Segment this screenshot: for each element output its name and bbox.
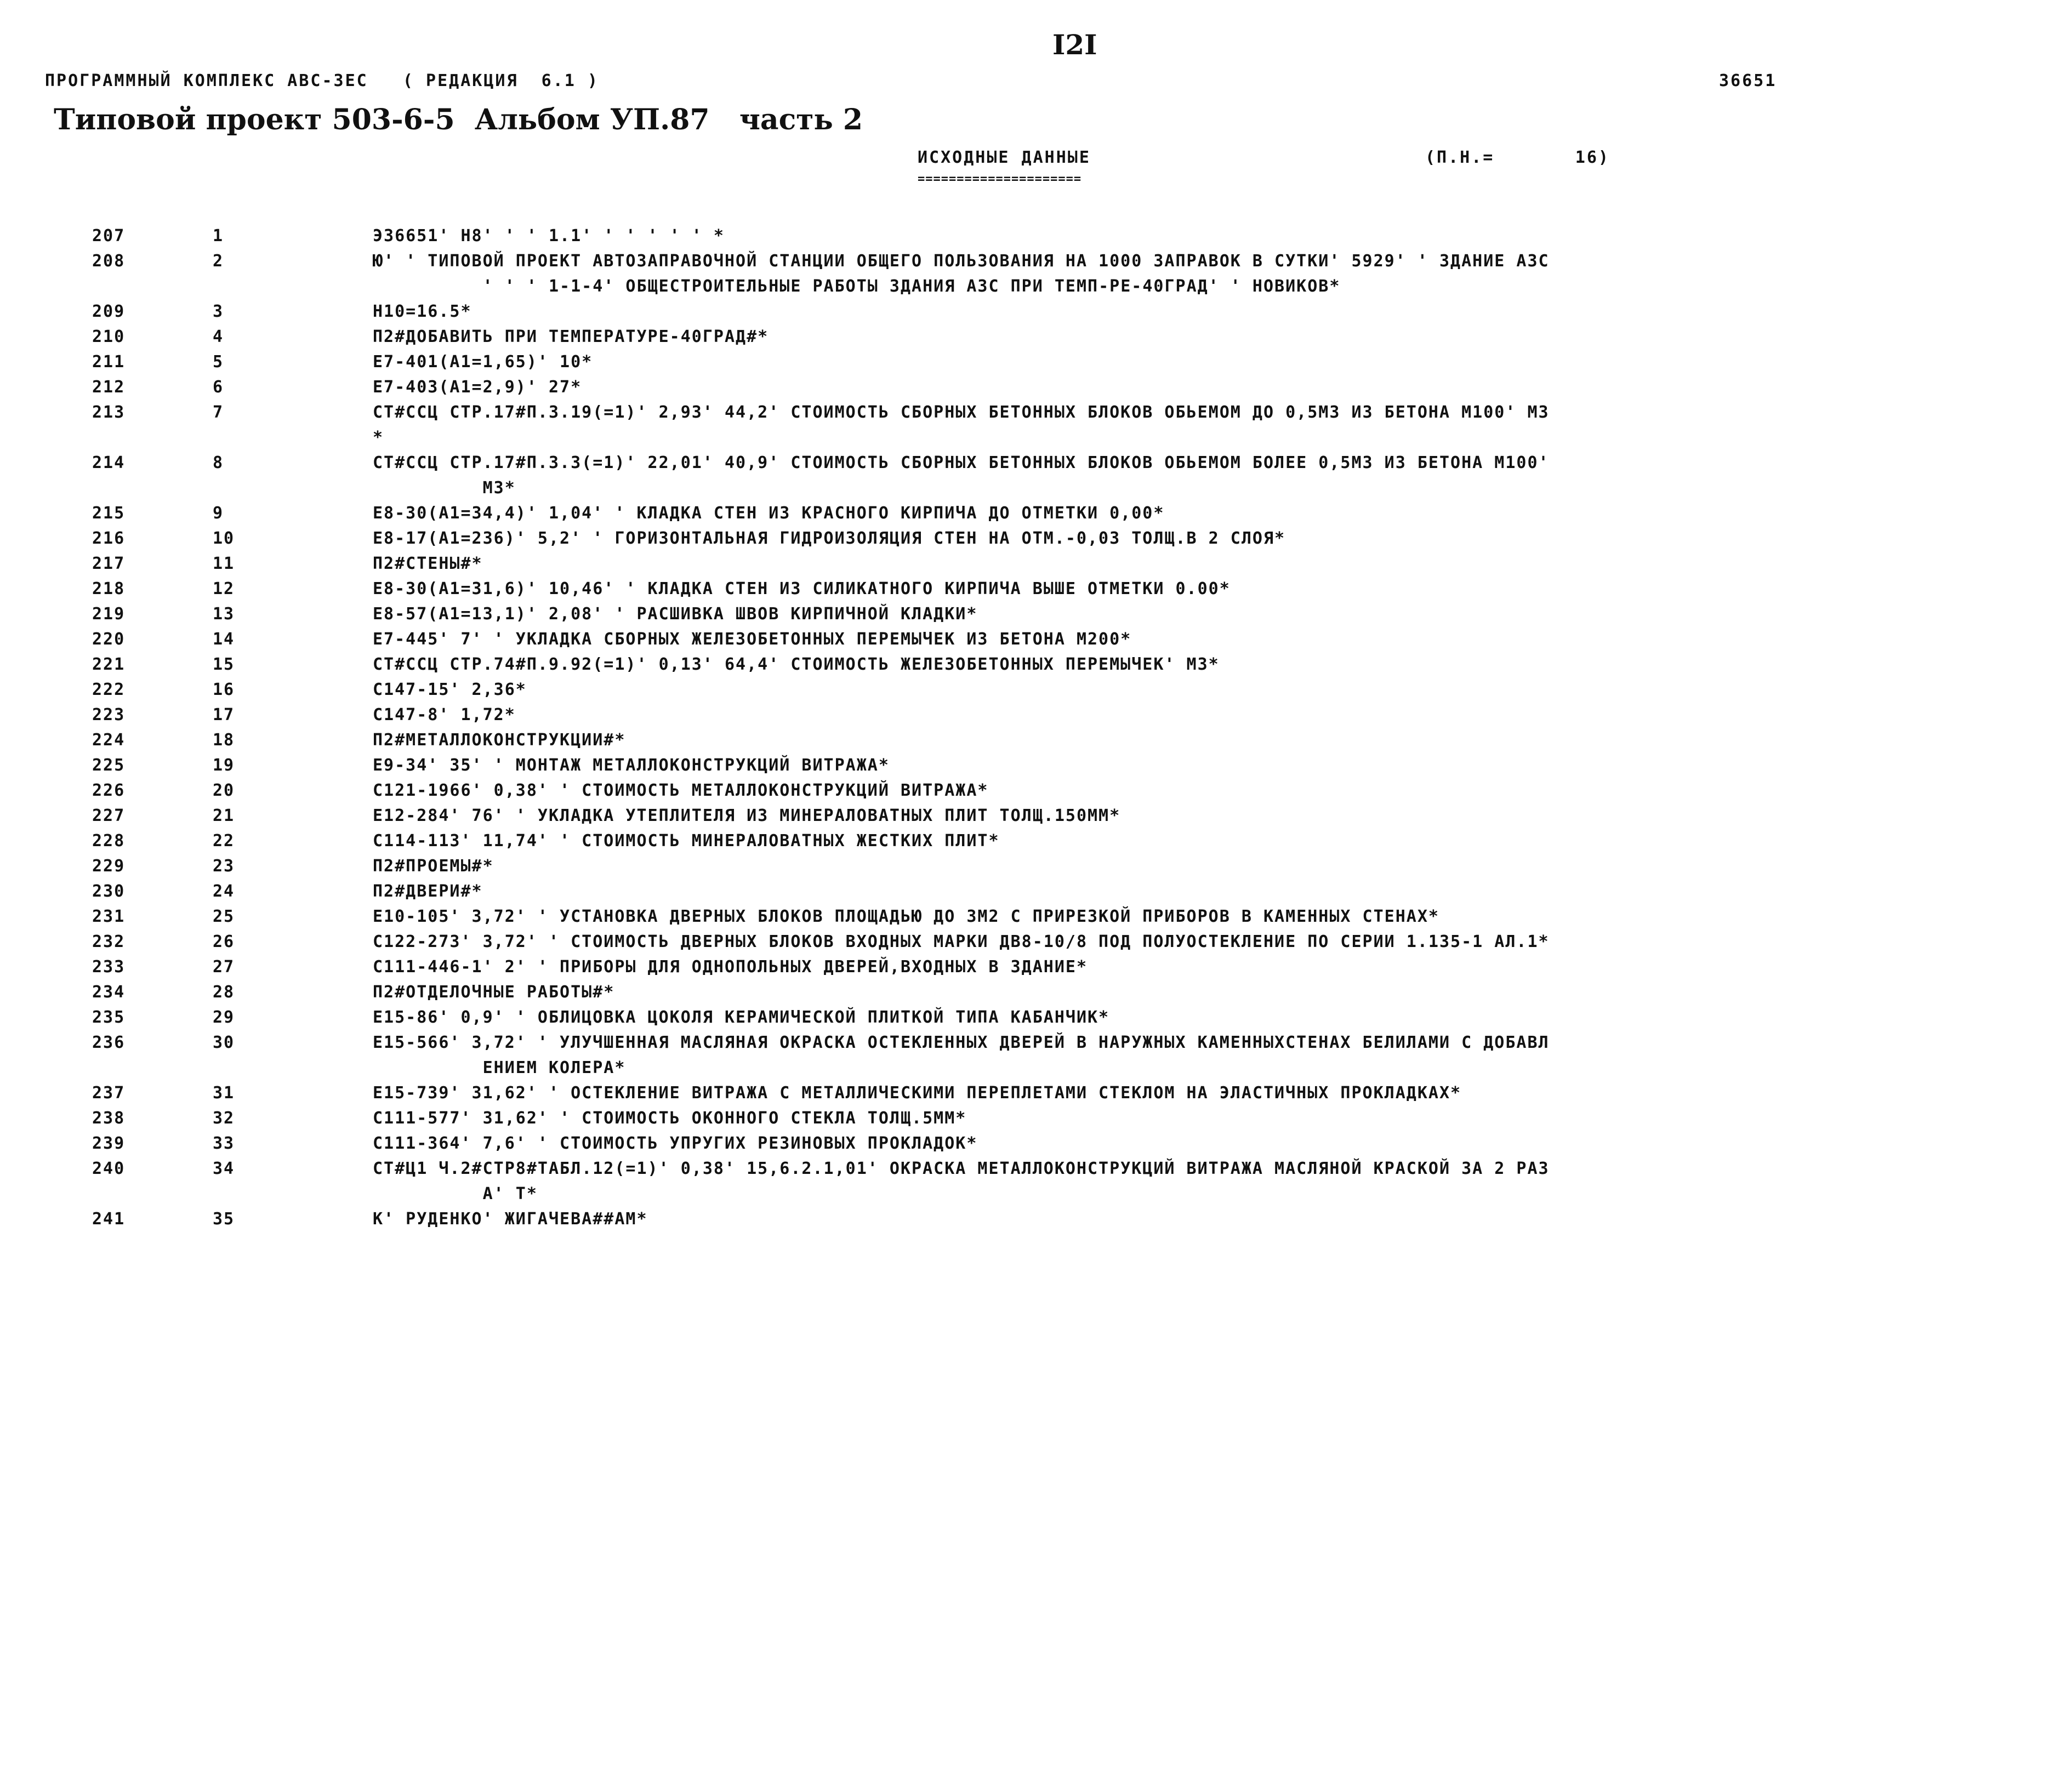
listing-row	[0, 904, 2072, 929]
row-line-number: 217	[92, 554, 126, 573]
row-record-index: 30	[213, 1033, 235, 1052]
listing-row	[0, 1207, 2072, 1232]
row-record-index: 15	[213, 655, 235, 674]
row-record-text: П2#МЕТАЛЛОКОНСТРУКЦИИ#*	[373, 731, 626, 750]
row-record-text: СТ#Ц1 Ч.2#СТР8#ТАБЛ.12(=1)' 0,38' 15,6.2.1,01' ОКРАСКА МЕТАЛЛОКОНСТРУКЦИЙ ВИТРАЖА МАСЛЯНОЙ КРАСКОЙ ЗА 2 РАЗ А' Т*	[373, 1159, 1550, 1203]
section-note: (П.Н.= 16)	[1425, 148, 1610, 167]
row-record-index: 5	[213, 352, 224, 372]
row-record-text: П2#ДОБАВИТЬ ПРИ ТЕМПЕРАТУРЕ-40ГРАД#*	[373, 327, 769, 346]
row-line-number: 239	[92, 1134, 126, 1153]
row-line-number: 230	[92, 882, 126, 901]
row-line-number: 212	[92, 378, 126, 397]
row-line-number: 210	[92, 327, 126, 346]
row-line-number: 222	[92, 680, 126, 699]
row-line-number: 228	[92, 831, 126, 851]
row-record-text: Э36651' Н8' ' ' 1.1' ' ' ' ' ' *	[373, 226, 725, 246]
row-record-text: С111-364' 7,6' ' СТОИМОСТЬ УПРУГИХ РЕЗИНОВЫХ ПРОКЛАДОК*	[373, 1134, 978, 1153]
row-record-text: Е15-739' 31,62' ' ОСТЕКЛЕНИЕ ВИТРАЖА С МЕТАЛЛИЧЕСКИМИ ПЕРЕПЛЕТАМИ СТЕКЛОМ НА ЭЛАСТИЧНЫХ ПРОКЛАДКАХ*	[373, 1083, 1462, 1103]
data-listing	[0, 224, 2072, 1232]
row-line-number: 241	[92, 1210, 126, 1229]
listing-row	[0, 375, 2072, 400]
listing-row	[0, 703, 2072, 728]
row-record-index: 27	[213, 957, 235, 977]
row-record-text: С147-15' 2,36*	[373, 680, 527, 699]
row-record-text: Е8-17(А1=236)' 5,2' ' ГОРИЗОНТАЛЬНАЯ ГИДРОИЗОЛЯЦИЯ СТЕН НА ОТМ.-0,03 ТОЛЩ.В 2 СЛОЯ*	[373, 529, 1286, 548]
row-record-text: Е7-445' 7' ' УКЛАДКА СБОРНЫХ ЖЕЛЕЗОБЕТОННЫХ ПЕРЕМЫЧЕК ИЗ БЕТОНА М200*	[373, 630, 1132, 649]
row-record-text: Е15-86' 0,9' ' ОБЛИЦОВКА ЦОКОЛЯ КЕРАМИЧЕСКОЙ ПЛИТКОЙ ТИПА КАБАНЧИК*	[373, 1008, 1110, 1027]
listing-row	[0, 450, 2072, 501]
row-record-index: 18	[213, 731, 235, 750]
row-record-index: 20	[213, 781, 235, 800]
listing-row	[0, 1156, 2072, 1207]
section-title-underline: =====================	[918, 172, 1082, 186]
listing-row	[0, 602, 2072, 627]
row-record-index: 9	[213, 504, 224, 523]
listing-row	[0, 677, 2072, 703]
row-record-index: 14	[213, 630, 235, 649]
row-line-number: 233	[92, 957, 126, 977]
row-line-number: 221	[92, 655, 126, 674]
listing-row	[0, 249, 2072, 299]
row-record-index: 12	[213, 579, 235, 598]
row-record-index: 24	[213, 882, 235, 901]
listing-row	[0, 854, 2072, 879]
row-record-text: С121-1966' 0,38' ' СТОИМОСТЬ МЕТАЛЛОКОНСТРУКЦИЙ ВИТРАЖА*	[373, 781, 989, 800]
row-record-text: СТ#ССЦ СТР.17#П.3.3(=1)' 22,01' 40,9' СТОИМОСТЬ СБОРНЫХ БЕТОННЫХ БЛОКОВ ОБЬЕМОМ БОЛЕЕ 0,5М3 ИЗ БЕТОНА М100' М3*	[373, 453, 1550, 498]
listing-row	[0, 501, 2072, 526]
listing-row	[0, 829, 2072, 854]
row-record-index: 28	[213, 983, 235, 1002]
page-number: I2I	[1052, 28, 1097, 61]
listing-row	[0, 1131, 2072, 1156]
row-record-index: 19	[213, 756, 235, 775]
program-header: ПРОГРАММНЫЙ КОМПЛЕКС АВС-ЗЕС ( РЕДАКЦИЯ 6.1 )	[45, 71, 599, 90]
row-record-text: Е7-401(А1=1,65)' 10*	[373, 352, 593, 372]
row-record-text: Е9-34' 35' ' МОНТАЖ МЕТАЛЛОКОНСТРУКЦИЙ ВИТРАЖА*	[373, 756, 890, 775]
row-record-text: П2#ОТДЕЛОЧНЫЕ РАБОТЫ#*	[373, 983, 615, 1002]
row-record-index: 8	[213, 453, 224, 472]
row-record-index: 31	[213, 1083, 235, 1103]
row-record-text: П2#ПРОЕМЫ#*	[373, 857, 494, 876]
listing-row	[0, 526, 2072, 551]
row-record-index: 13	[213, 604, 235, 624]
row-record-text: Н10=16.5*	[373, 302, 472, 321]
listing-row	[0, 879, 2072, 904]
row-record-text: С111-577' 31,62' ' СТОИМОСТЬ ОКОННОГО СТЕКЛА ТОЛЩ.5ММ*	[373, 1109, 967, 1128]
row-record-text: С147-8' 1,72*	[373, 705, 516, 724]
row-record-text: П2#ДВЕРИ#*	[373, 882, 483, 901]
row-record-index: 33	[213, 1134, 235, 1153]
row-line-number: 235	[92, 1008, 126, 1027]
row-record-index: 26	[213, 932, 235, 951]
row-line-number: 207	[92, 226, 126, 246]
listing-row	[0, 803, 2072, 829]
row-line-number: 226	[92, 781, 126, 800]
row-line-number: 231	[92, 907, 126, 926]
row-record-index: 34	[213, 1159, 235, 1178]
row-record-index: 25	[213, 907, 235, 926]
row-record-text: СТ#ССЦ СТР.74#П.9.92(=1)' 0,13' 64,4' СТОИМОСТЬ ЖЕЛЕЗОБЕТОННЫХ ПЕРЕМЫЧЕК' М3*	[373, 655, 1220, 674]
row-record-text: С122-273' 3,72' ' СТОИМОСТЬ ДВЕРНЫХ БЛОКОВ ВХОДНЫХ МАРКИ ДВ8-10/8 ПОД ПОЛУОСТЕКЛЕНИЕ ПО СЕРИИ 1.135-1 АЛ.1*	[373, 932, 1550, 951]
row-record-index: 11	[213, 554, 235, 573]
listing-row	[0, 1005, 2072, 1030]
row-line-number: 220	[92, 630, 126, 649]
listing-row	[0, 324, 2072, 350]
project-title: Типовой проект 503-6-5 Альбом УП.87 часть 2	[54, 103, 863, 136]
row-line-number: 223	[92, 705, 126, 724]
row-record-index: 21	[213, 806, 235, 825]
row-line-number: 234	[92, 983, 126, 1002]
listing-row	[0, 299, 2072, 324]
row-record-index: 10	[213, 529, 235, 548]
listing-row	[0, 350, 2072, 375]
row-line-number: 208	[92, 252, 126, 271]
row-record-index: 17	[213, 705, 235, 724]
row-record-index: 16	[213, 680, 235, 699]
row-record-text: С114-113' 11,74' ' СТОИМОСТЬ МИНЕРАЛОВАТНЫХ ЖЕСТКИХ ПЛИТ*	[373, 831, 1000, 851]
row-line-number: 238	[92, 1109, 126, 1128]
row-line-number: 237	[92, 1083, 126, 1103]
row-record-text: Е15-566' 3,72' ' УЛУЧШЕННАЯ МАСЛЯНАЯ ОКРАСКА ОСТЕКЛЕННЫХ ДВЕРЕЙ В НАРУЖНЫХ КАМЕННЫХСТЕНАХ БЕЛИЛАМИ С ДОБАВЛ ЕНИЕМ КОЛЕРА*	[373, 1033, 1550, 1077]
row-line-number: 209	[92, 302, 126, 321]
document-number: 36651	[1719, 71, 1777, 90]
listing-row	[0, 551, 2072, 577]
listing-row	[0, 929, 2072, 955]
row-record-index: 6	[213, 378, 224, 397]
listing-row	[0, 627, 2072, 652]
listing-row	[0, 1106, 2072, 1131]
row-record-index: 23	[213, 857, 235, 876]
listing-row	[0, 400, 2072, 450]
row-record-index: 1	[213, 226, 224, 246]
section-title: ИСХОДНЫЕ ДАННЫЕ	[918, 148, 1091, 167]
row-record-index: 4	[213, 327, 224, 346]
row-line-number: 218	[92, 579, 126, 598]
row-record-index: 29	[213, 1008, 235, 1027]
row-line-number: 219	[92, 604, 126, 624]
listing-row	[0, 955, 2072, 980]
row-record-text: К' РУДЕНКО' ЖИГАЧЕВА##АМ*	[373, 1210, 648, 1229]
listing-row	[0, 652, 2072, 677]
listing-row	[0, 577, 2072, 602]
row-line-number: 225	[92, 756, 126, 775]
listing-row	[0, 224, 2072, 249]
row-record-text: П2#СТЕНЫ#*	[373, 554, 483, 573]
row-record-index: 35	[213, 1210, 235, 1229]
row-record-text: Е10-105' 3,72' ' УСТАНОВКА ДВЕРНЫХ БЛОКОВ ПЛОЩАДЬЮ ДО 3М2 С ПРИРЕЗКОЙ ПРИБОРОВ В КАМЕННЫХ СТЕНАХ*	[373, 907, 1439, 926]
row-line-number: 214	[92, 453, 126, 472]
row-line-number: 232	[92, 932, 126, 951]
row-line-number: 216	[92, 529, 126, 548]
row-record-text: Е8-30(А1=34,4)' 1,04' ' КЛАДКА СТЕН ИЗ КРАСНОГО КИРПИЧА ДО ОТМЕТКИ 0,00*	[373, 504, 1165, 523]
row-record-text: Ю' ' ТИПОВОЙ ПРОЕКТ АВТОЗАПРАВОЧНОЙ СТАНЦИИ ОБЩЕГО ПОЛЬЗОВАНИЯ НА 1000 ЗАПРАВОК В СУТКИ' 5929' ' ЗДАНИЕ АЗС ' ' ' 1-1-4' ОБЩЕСТРОИТЕЛЬНЫЕ РАБОТЫ ЗДАНИЯ АЗС ПРИ ТЕМП-РЕ-40ГРАД' ' НОВИКОВ*	[373, 252, 1550, 296]
row-record-text: Е8-57(А1=13,1)' 2,08' ' РАСШИВКА ШВОВ КИРПИЧНОЙ КЛАДКИ*	[373, 604, 978, 624]
row-line-number: 227	[92, 806, 126, 825]
listing-row	[0, 1081, 2072, 1106]
row-line-number: 229	[92, 857, 126, 876]
row-line-number: 236	[92, 1033, 126, 1052]
row-record-index: 32	[213, 1109, 235, 1128]
row-record-text: СТ#ССЦ СТР.17#П.3.19(=1)' 2,93' 44,2' СТОИМОСТЬ СБОРНЫХ БЕТОННЫХ БЛОКОВ ОБЬЕМОМ ДО 0,5М3 ИЗ БЕТОНА М100' М3 *	[373, 403, 1550, 447]
row-line-number: 215	[92, 504, 126, 523]
listing-row	[0, 728, 2072, 753]
listing-row	[0, 778, 2072, 803]
row-line-number: 240	[92, 1159, 126, 1178]
row-record-text: Е7-403(А1=2,9)' 27*	[373, 378, 582, 397]
listing-row	[0, 753, 2072, 778]
listing-row	[0, 980, 2072, 1005]
row-line-number: 211	[92, 352, 126, 372]
row-record-text: Е8-30(А1=31,6)' 10,46' ' КЛАДКА СТЕН ИЗ СИЛИКАТНОГО КИРПИЧА ВЫШЕ ОТМЕТКИ 0.00*	[373, 579, 1231, 598]
row-line-number: 213	[92, 403, 126, 422]
row-record-index: 3	[213, 302, 224, 321]
row-record-index: 22	[213, 831, 235, 851]
row-record-text: С111-446-1' 2' ' ПРИБОРЫ ДЛЯ ОДНОПОЛЬНЫХ ДВЕРЕЙ,ВХОДНЫХ В ЗДАНИЕ*	[373, 957, 1088, 977]
listing-row	[0, 1030, 2072, 1081]
row-record-index: 2	[213, 252, 224, 271]
row-record-text: Е12-284' 76' ' УКЛАДКА УТЕПЛИТЕЛЯ ИЗ МИНЕРАЛОВАТНЫХ ПЛИТ ТОЛЩ.150ММ*	[373, 806, 1121, 825]
row-line-number: 224	[92, 731, 126, 750]
row-record-index: 7	[213, 403, 224, 422]
